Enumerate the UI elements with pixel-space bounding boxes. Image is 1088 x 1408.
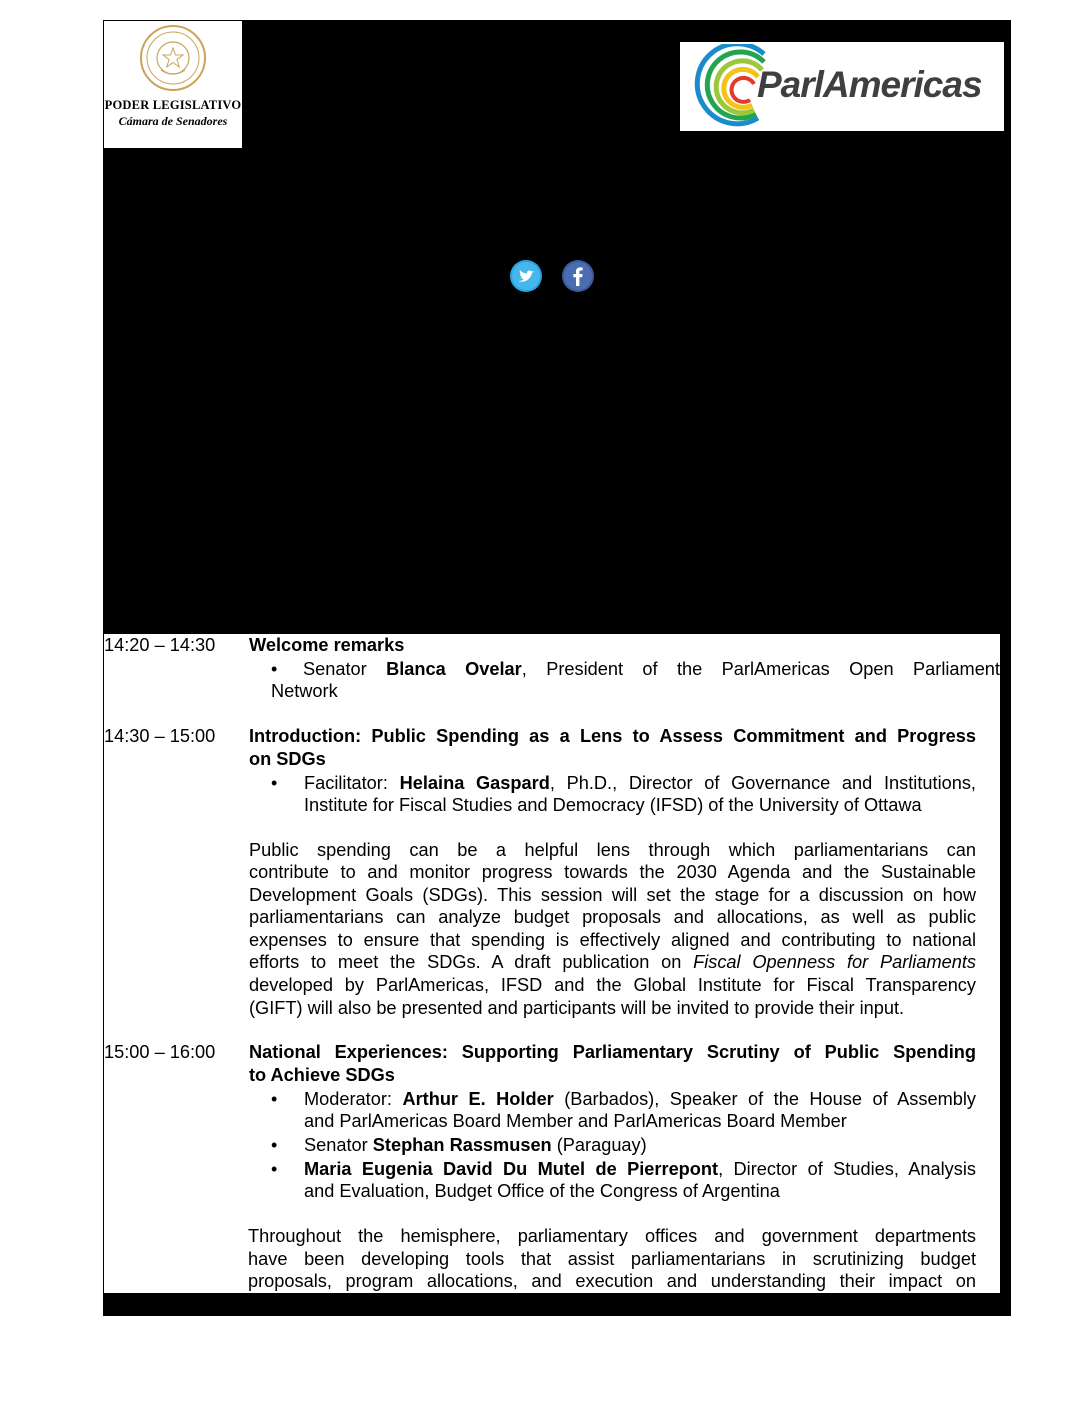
speaker-line: Senator Stephan Rassmusen (Paraguay) (304, 1135, 647, 1155)
session-description: parliamentarians can analyze budget proposals and allocations, as well as public (249, 907, 976, 927)
session-description: proposals, program allocations, and execution and understanding their impact on (248, 1271, 976, 1291)
speaker-line: Senator Blanca Ovelar, President of the ParlAmericas Open Parliament (303, 659, 1000, 679)
speaker-line-cont: Institute for Fiscal Studies and Democracy (IFSD) of the University of Ottawa (304, 795, 922, 815)
bullet-icon: • (271, 1135, 278, 1155)
paraguay-seal-icon (139, 24, 207, 92)
senate-subtitle: Cámara de Senadores (118, 114, 228, 128)
session-title-cont: on SDGs (249, 749, 326, 769)
speaker-line: Maria Eugenia David Du Mutel de Pierrepont, Director of Studies, Analysis (304, 1159, 976, 1179)
session-description: Public spending can be a helpful lens through which parliamentarians can (249, 840, 976, 860)
session-description: have been developing tools that assist parliamentarians in scrutinizing budget (248, 1249, 976, 1269)
bullet-icon: • (271, 1089, 278, 1109)
session-description: (GIFT) will also be presented and participants will be invited to provide their input. (249, 998, 905, 1018)
session-time: 14:30 – 15:00 (104, 726, 216, 746)
bullet-icon: • (271, 1159, 278, 1179)
speaker-line-cont: and ParlAmericas Board Member and ParlAmericas Board Member (304, 1111, 847, 1131)
session-time: 14:20 – 14:30 (104, 635, 216, 655)
session-description: efforts to meet the SDGs. A draft publication on Fiscal Openness for Parliaments (249, 952, 976, 972)
session-title: Welcome remarks (249, 635, 405, 655)
session-title-cont: to Achieve SDGs (249, 1065, 395, 1085)
bullet-icon: • (271, 773, 278, 793)
agenda-content (104, 634, 1000, 1293)
session-description: Throughout the hemisphere, parliamentary offices and government departments (248, 1226, 976, 1246)
speaker-line: Moderator: Arthur E. Holder (Barbados), Speaker of the House of Assembly (304, 1089, 976, 1109)
facebook-icon[interactable] (562, 260, 594, 292)
bullet-icon: • (271, 659, 278, 679)
speaker-line-cont: and Evaluation, Budget Office of the Congress of Argentina (304, 1181, 780, 1201)
speaker-line: Facilitator: Helaina Gaspard, Ph.D., Director of Governance and Institutions, (304, 773, 976, 793)
session-title: Introduction: Public Spending as a Lens to Assess Commitment and Progress (249, 726, 976, 746)
publication-title: Fiscal Openness for Parliaments (693, 952, 976, 972)
session-description: expenses to ensure that spending is effectively aligned and contributing to national (249, 930, 976, 950)
session-description: contribute to and monitor progress towards the 2030 Agenda and the Sustainable (249, 862, 976, 882)
twitter-icon[interactable] (510, 260, 542, 292)
session-time: 15:00 – 16:00 (104, 1042, 216, 1062)
session-title: National Experiences: Supporting Parliamentary Scrutiny of Public Spending (249, 1042, 976, 1062)
speaker-line-cont: Network (271, 681, 338, 701)
parlamericas-wordmark: ParlAmericas (757, 64, 982, 105)
senate-title: PODER LEGISLATIVO (104, 98, 242, 112)
session-description: Development Goals (SDGs). This session will set the stage for a discussion on how (249, 885, 976, 905)
session-description: developed by ParlAmericas, IFSD and the Global Institute for Fiscal Transparency (249, 975, 976, 995)
